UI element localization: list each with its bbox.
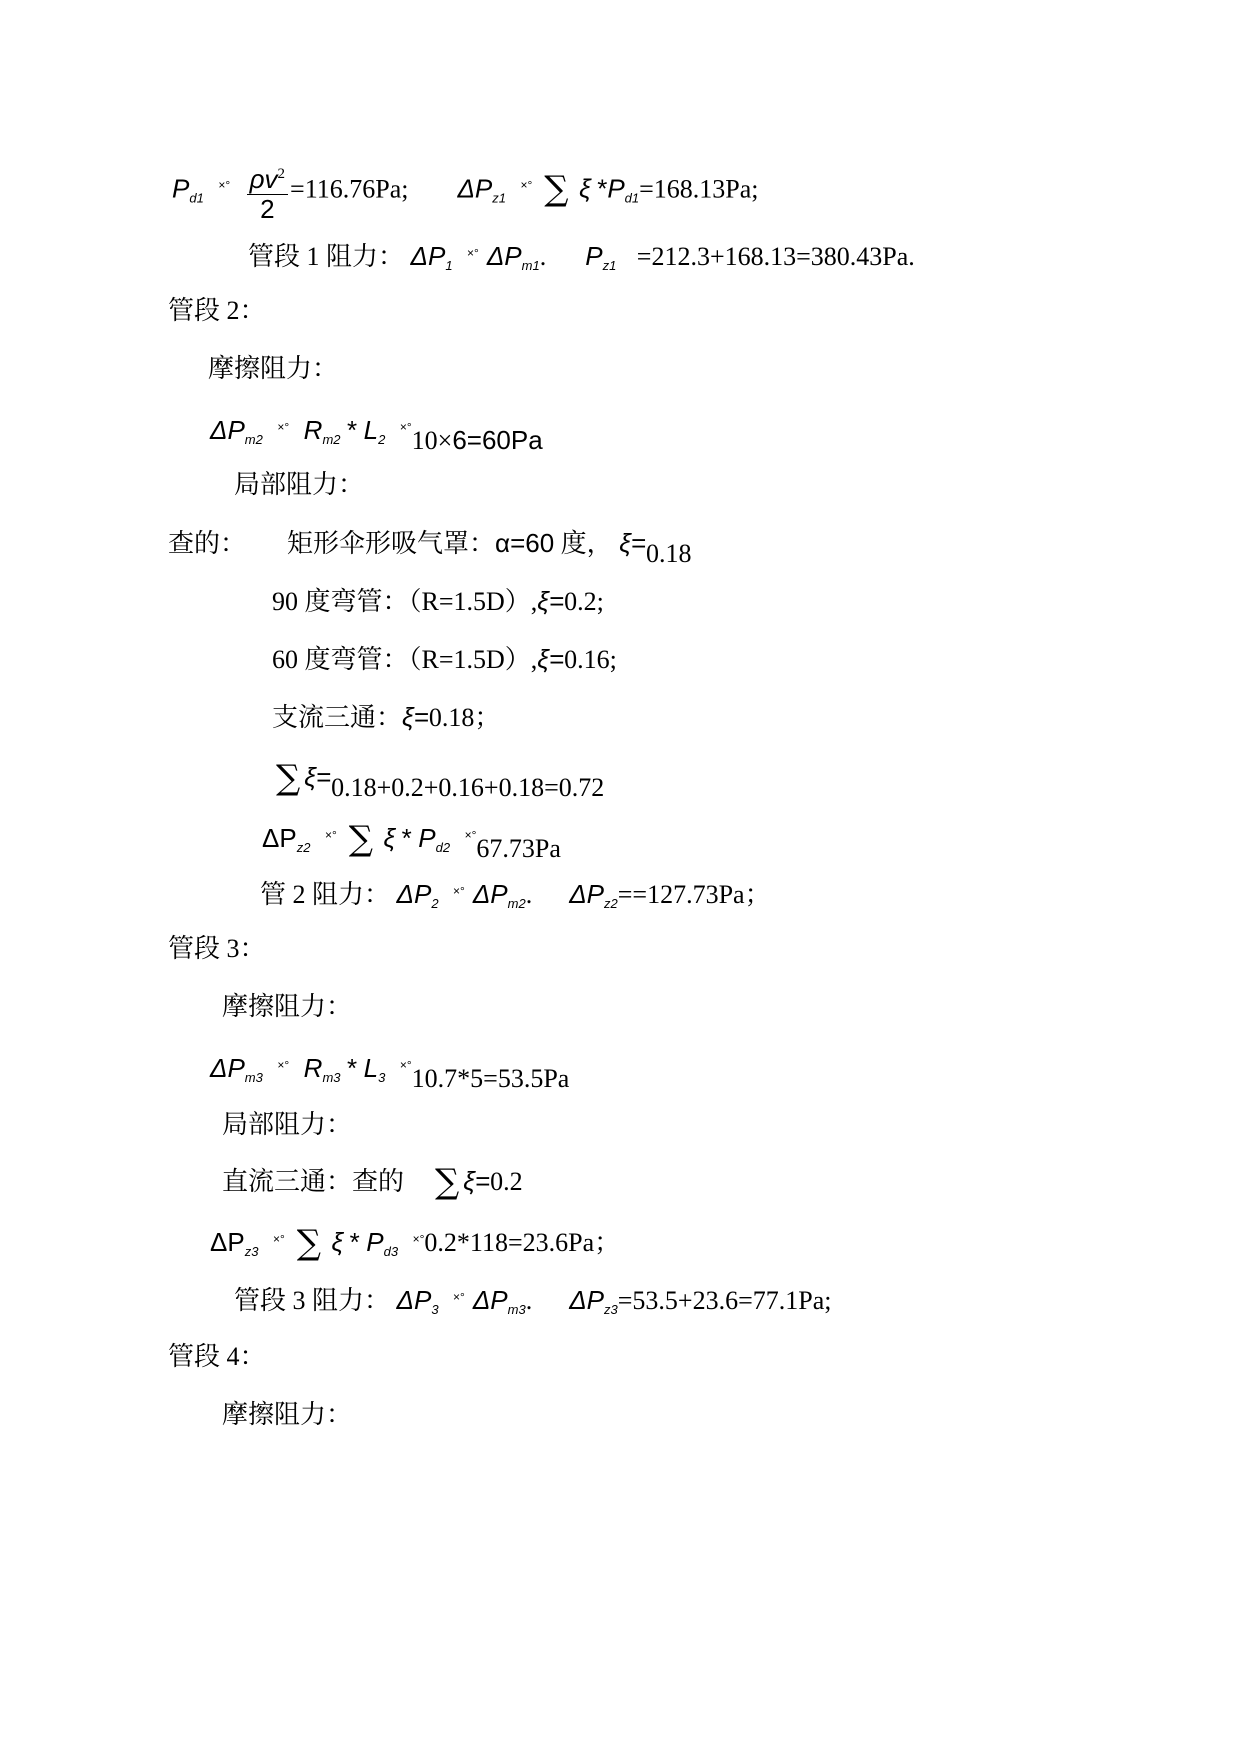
segment-3-resistance [234, 1280, 831, 1327]
value: 0.2*118=23.6Pa； [424, 1228, 621, 1257]
heading-segment-4: 管段 4： [168, 1342, 266, 1371]
garbled-symbol: ×° [467, 246, 479, 260]
formula-friction-3 [210, 1048, 569, 1096]
sum-symbol: ∑ [435, 1162, 460, 1202]
subscript: 3 [431, 1302, 439, 1317]
subscript: 2 [431, 896, 439, 911]
value: =168.13Pa; [639, 174, 759, 204]
heading-local-resistance: 局部阻力： [234, 470, 365, 499]
subscript: d2 [435, 840, 451, 855]
value: ==127.73Pa； [617, 880, 771, 909]
superscript: 2 [277, 166, 286, 182]
xi-symbol: ξ= [402, 702, 429, 732]
symbol: P [366, 1227, 384, 1257]
garbled-symbol: ×° [272, 1232, 285, 1246]
subscript: z2 [604, 896, 618, 911]
delta-symbol: ΔP [262, 823, 297, 853]
xi-symbol: ξ [331, 1227, 344, 1257]
lookup-elbow-60 [272, 642, 617, 677]
xi-symbol: ξ= [304, 762, 332, 792]
xi-symbol: ξ= [619, 528, 646, 558]
denominator: 2 [260, 194, 275, 224]
subscript: z3 [244, 1244, 259, 1259]
xi-symbol: ξ [579, 173, 591, 204]
sum-xi [272, 760, 604, 805]
delta-symbol: ΔP [486, 241, 522, 271]
subscript: z3 [604, 1302, 618, 1317]
symbol: L [363, 1053, 379, 1083]
delta-symbol: ΔP [210, 1053, 245, 1083]
formula-local-3 [210, 1222, 620, 1269]
heading-segment-2: 管段 2： [168, 296, 266, 325]
symbol: R [303, 415, 323, 445]
segment-1-resistance [248, 236, 915, 283]
heading-local-resistance: 局部阻力： [222, 1110, 353, 1139]
value: 10× [411, 426, 453, 455]
item-text: 支流三通： [272, 703, 403, 732]
value: 0.2 [490, 1167, 523, 1196]
delta-symbol: ΔP [569, 1285, 605, 1315]
star: * [349, 1227, 360, 1257]
label: 管 2 阻力： [260, 880, 391, 909]
delta-symbol: ΔP [410, 241, 446, 271]
item-text: 直流三通：查的 [222, 1167, 405, 1196]
garbled-symbol: ×° [324, 828, 337, 842]
lookup-straight-tee [222, 1162, 523, 1202]
star: * [597, 173, 608, 204]
item-text: 90 度弯管：（R=1.5D）, [272, 587, 538, 616]
delta-symbol: ΔP [569, 879, 605, 909]
value: 0.18； [428, 703, 501, 732]
item-text: 矩形伞形吸气罩： [287, 529, 496, 558]
subscript: z2 [296, 840, 311, 855]
delta-symbol: ΔP [472, 879, 508, 909]
garbled-symbol: ×° [399, 1058, 412, 1072]
garbled-symbol: ×° [277, 1058, 290, 1072]
star: * [347, 415, 358, 445]
sum-symbol: ∑ [296, 1223, 322, 1263]
fraction [247, 160, 288, 223]
lookup-elbow-90 [272, 584, 604, 619]
sum-symbol: ∑ [348, 819, 374, 859]
xi-symbol: ξ [383, 823, 396, 853]
xi-symbol: ξ= [463, 1166, 491, 1196]
symbol: P [418, 823, 436, 853]
value: 0.2; [564, 587, 604, 616]
garbled-symbol: ×° [520, 178, 533, 193]
formula-local-2 [262, 818, 561, 866]
subscript: m2 [244, 432, 263, 447]
formula-dynamic-pressure-1 [172, 160, 759, 223]
lookup-branch-tee [272, 700, 500, 735]
value: 0.16; [564, 645, 617, 674]
subscript: m3 [244, 1070, 263, 1085]
subscript: m2 [322, 432, 341, 447]
subscript: m2 [507, 896, 526, 911]
garbled-symbol: ×° [399, 420, 412, 434]
garbled-symbol: ×° [218, 178, 231, 193]
text: 度， [560, 529, 613, 558]
heading-friction: 摩擦阻力： [208, 354, 339, 383]
label: 管段 3 阻力： [234, 1286, 391, 1315]
label: 管段 1 阻力： [248, 242, 405, 271]
sum-symbol: ∑ [276, 758, 301, 798]
value: 10.7*5=53.5Pa [411, 1064, 570, 1093]
subscript: 3 [378, 1070, 386, 1085]
xi-symbol: ξ= [537, 644, 565, 674]
value: =53.5+23.6=77.1Pa; [617, 1286, 832, 1315]
numerator: ρv [249, 164, 278, 194]
sum-symbol: ∑ [544, 169, 569, 210]
symbol: P [585, 241, 603, 271]
subscript: 1 [445, 258, 453, 273]
subscript: z1 [492, 190, 506, 206]
segment-2-resistance [260, 874, 771, 921]
label: 查的： [168, 529, 247, 558]
subscript: 2 [378, 432, 386, 447]
xi-symbol: ξ= [537, 586, 565, 616]
separator: . [525, 880, 533, 909]
subscript: m1 [521, 258, 540, 273]
symbol: P [172, 173, 190, 204]
heading-friction: 摩擦阻力： [222, 992, 353, 1021]
heading-segment-3: 管段 3： [168, 934, 266, 963]
subscript: m3 [507, 1302, 526, 1317]
subscript: m3 [322, 1070, 341, 1085]
value: 0.18+0.2+0.16+0.18=0.72 [331, 773, 605, 802]
separator: . [525, 1286, 533, 1315]
star: * [347, 1053, 358, 1083]
garbled-symbol: ×° [453, 884, 465, 898]
symbol: P [607, 173, 625, 204]
subscript: d1 [189, 190, 204, 206]
subscript: d1 [624, 190, 640, 206]
value: 6=60Pa [452, 425, 543, 455]
value: =116.76Pa; [290, 174, 409, 204]
formula-friction-2 [210, 410, 543, 458]
subscript: z1 [602, 258, 617, 273]
delta-symbol: ΔP [396, 1285, 432, 1315]
alpha-value: α=60 [495, 528, 555, 558]
lookup-hood [168, 526, 692, 571]
separator: . [539, 242, 547, 271]
symbol: L [363, 415, 379, 445]
garbled-symbol: ×° [453, 1290, 465, 1304]
garbled-symbol: ×° [464, 828, 477, 842]
value: 0.18 [646, 539, 692, 568]
value: 67.73Pa [476, 834, 561, 863]
star: * [401, 823, 412, 853]
delta-symbol: ΔP [210, 415, 245, 445]
delta-symbol: ΔP [210, 1227, 245, 1257]
item-text: 60 度弯管：（R=1.5D）, [272, 645, 538, 674]
symbol: R [303, 1053, 323, 1083]
delta-symbol: ΔP [472, 1285, 508, 1315]
subscript: d3 [383, 1244, 399, 1259]
value: =212.3+168.13=380.43Pa. [636, 242, 915, 271]
delta-symbol: ΔP [396, 879, 432, 909]
heading-friction: 摩擦阻力： [222, 1400, 353, 1429]
delta-symbol: ΔP [457, 173, 493, 204]
garbled-symbol: ×° [277, 420, 290, 434]
garbled-symbol: ×° [412, 1232, 425, 1246]
